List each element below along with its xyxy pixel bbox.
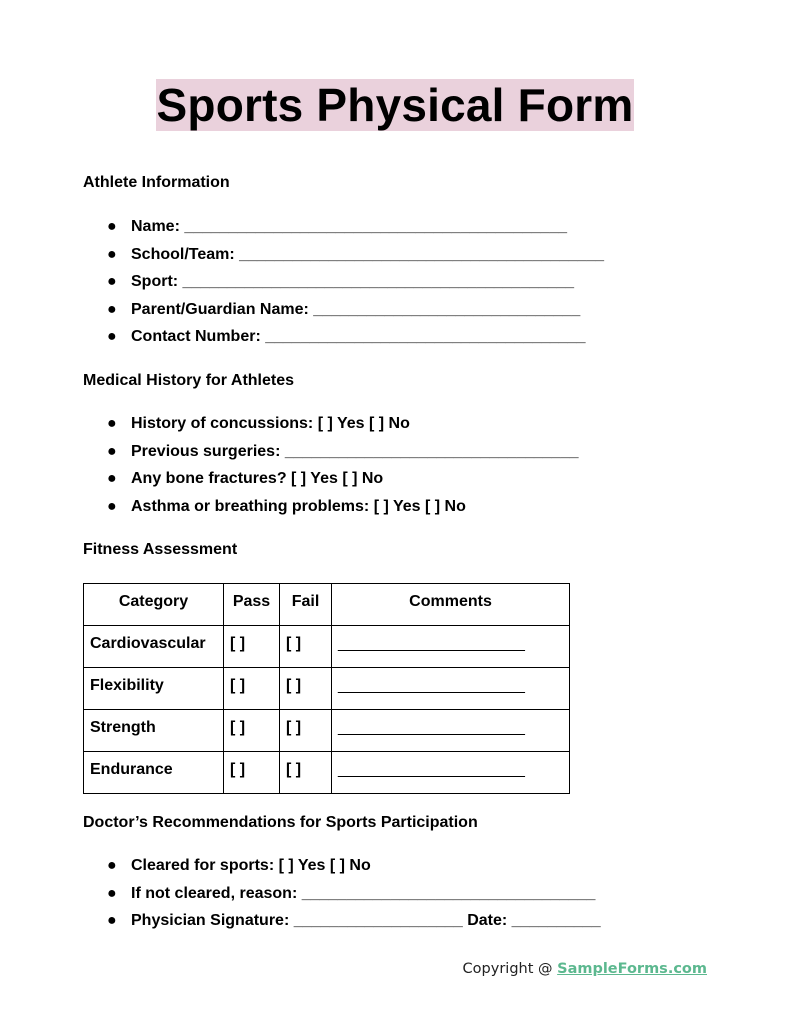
- not-cleared-reason-field[interactable]: If not cleared, reason: _________________________________: [131, 884, 596, 902]
- column-header-category: Category: [84, 584, 224, 626]
- list-item: [83, 246, 604, 274]
- row-category: Cardiovascular: [84, 626, 224, 668]
- pass-checkbox[interactable]: [ ]: [224, 710, 280, 752]
- doctor-recommendations-list: [83, 857, 601, 940]
- comments-field[interactable]: _____________________: [332, 752, 570, 794]
- row-category: Flexibility: [84, 668, 224, 710]
- asthma-question[interactable]: Asthma or breathing problems: [ ] Yes [ ] No: [131, 497, 466, 515]
- comments-field[interactable]: _____________________: [332, 626, 570, 668]
- list-item: [83, 912, 601, 940]
- bullet-icon: ●: [107, 442, 117, 460]
- medical-history-list: [83, 415, 579, 525]
- table-header-row: [84, 584, 570, 626]
- page-title: Sports Physical Form: [156, 79, 634, 131]
- table-row: [84, 668, 570, 710]
- bullet-icon: ●: [107, 884, 117, 902]
- list-item: [83, 415, 579, 443]
- fitness-assessment-heading: Fitness Assessment: [83, 541, 238, 558]
- athlete-info-heading: Athlete Information: [83, 174, 230, 191]
- bullet-icon: ●: [107, 470, 117, 487]
- bullet-icon: ●: [107, 300, 117, 318]
- list-item: [83, 218, 604, 246]
- column-header-fail: Fail: [280, 584, 332, 626]
- athlete-name-field[interactable]: Name: ___________________________________________: [131, 218, 567, 235]
- cleared-question[interactable]: Cleared for sports: [ ] Yes [ ] No: [131, 857, 371, 874]
- list-item: [83, 470, 579, 498]
- surgeries-field[interactable]: Previous surgeries: _________________________________: [131, 442, 579, 460]
- table-row: [84, 710, 570, 752]
- list-item: [83, 301, 604, 329]
- comments-field[interactable]: _____________________: [332, 668, 570, 710]
- pass-checkbox[interactable]: [ ]: [224, 752, 280, 794]
- fail-checkbox[interactable]: [ ]: [280, 668, 332, 710]
- title-wrapper: [0, 79, 790, 131]
- column-header-pass: Pass: [224, 584, 280, 626]
- bullet-icon: ●: [107, 273, 117, 290]
- list-item: [83, 273, 604, 301]
- bullet-icon: ●: [107, 328, 117, 345]
- brand-link[interactable]: SampleForms.com: [557, 961, 707, 977]
- fail-checkbox[interactable]: [ ]: [280, 752, 332, 794]
- bullet-icon: ●: [107, 857, 117, 874]
- pass-checkbox[interactable]: [ ]: [224, 626, 280, 668]
- bullet-icon: ●: [107, 218, 117, 235]
- bullet-icon: ●: [107, 912, 117, 929]
- fail-checkbox[interactable]: [ ]: [280, 710, 332, 752]
- list-item: [83, 328, 604, 356]
- table-row: [84, 752, 570, 794]
- row-category: Endurance: [84, 752, 224, 794]
- bullet-icon: ●: [107, 497, 117, 515]
- contact-number-field[interactable]: Contact Number: ____________________________________: [131, 328, 586, 345]
- bullet-icon: ●: [107, 415, 117, 432]
- pass-checkbox[interactable]: [ ]: [224, 668, 280, 710]
- guardian-name-field[interactable]: Parent/Guardian Name: ______________________________: [131, 300, 581, 318]
- medical-history-heading: Medical History for Athletes: [83, 372, 295, 389]
- row-category: Strength: [84, 710, 224, 752]
- fractures-question[interactable]: Any bone fractures? [ ] Yes [ ] No: [131, 470, 384, 487]
- list-item: [83, 857, 601, 885]
- comments-field[interactable]: _____________________: [332, 710, 570, 752]
- fitness-table: [83, 583, 570, 794]
- column-header-comments: Comments: [332, 584, 570, 626]
- sport-field[interactable]: Sport: ____________________________________________: [131, 273, 575, 290]
- list-item: [83, 498, 579, 526]
- fail-checkbox[interactable]: [ ]: [280, 626, 332, 668]
- signature-date-field[interactable]: Physician Signature: ___________________ Date: __________: [131, 912, 601, 929]
- list-item: [83, 885, 601, 913]
- list-item: [83, 443, 579, 471]
- copyright-text: Copyright @: [462, 961, 558, 977]
- school-team-field[interactable]: School/Team: _________________________________________: [131, 245, 604, 263]
- concussions-question[interactable]: History of concussions: [ ] Yes [ ] No: [131, 415, 410, 432]
- doctor-recommendations-heading: Doctor’s Recommendations for Sports Participation: [83, 814, 478, 831]
- athlete-info-list: [83, 218, 604, 356]
- copyright-footer: [463, 961, 707, 977]
- table-row: [84, 626, 570, 668]
- bullet-icon: ●: [107, 245, 117, 263]
